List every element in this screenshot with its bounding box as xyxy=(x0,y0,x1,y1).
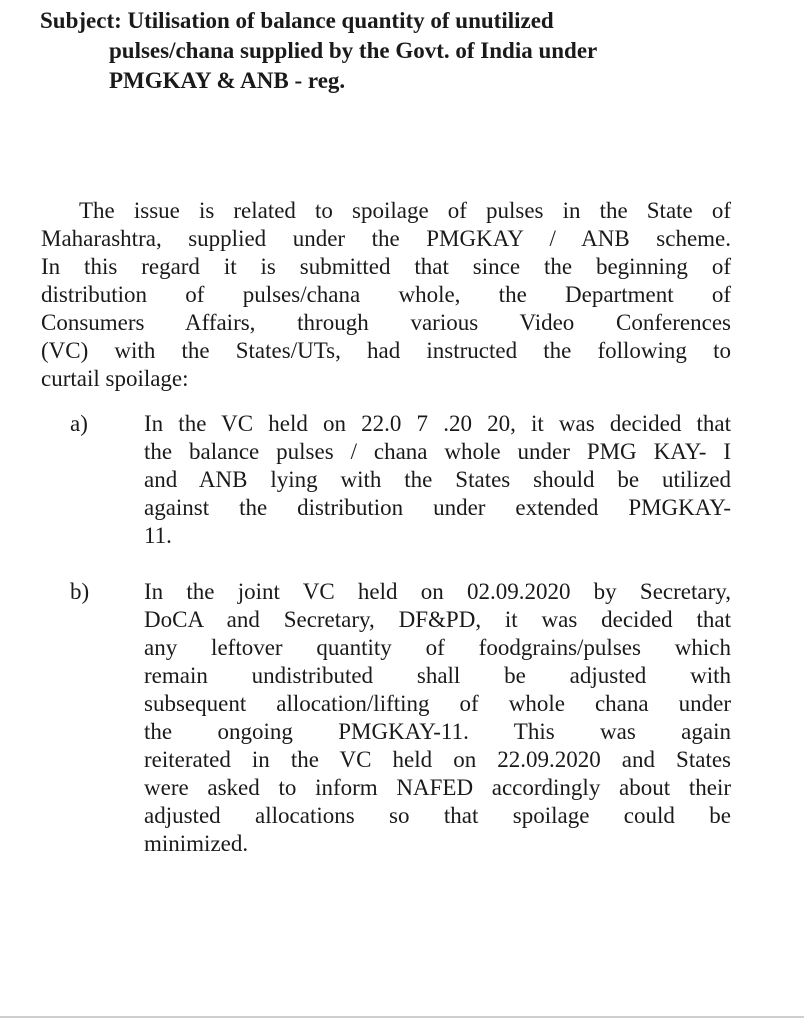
intro-line: distribution of pulses/chana whole, the Department of xyxy=(41,282,731,307)
intro-line: Maharashtra, supplied under the PMGKAY / ANB scheme. xyxy=(41,226,731,251)
intro-line: Consumers Affairs, through various Video Conferences xyxy=(41,310,731,335)
intro-line: curtail spoilage: xyxy=(41,366,189,391)
list-item-line: the ongoing PMGKAY-11. This was again xyxy=(144,719,731,744)
subject-heading xyxy=(40,6,760,96)
list-item-line: minimized. xyxy=(144,831,249,856)
subject-line-2: pulses/chana supplied by the Govt. of India under xyxy=(109,38,598,63)
list-item-line: and ANB lying with the States should be utilized xyxy=(144,467,731,492)
list-item-line: were asked to inform NAFED accordingly about their xyxy=(144,775,731,800)
list-item-line: any leftover quantity of foodgrains/pulses which xyxy=(144,635,731,660)
list-item-line: the balance pulses / chana whole under PMG KAY- I xyxy=(144,439,731,464)
intro-paragraph xyxy=(41,197,731,393)
list-item-line: DoCA and Secretary, DF&PD, it was decided that xyxy=(144,607,731,632)
list-item-line: reiterated in the VC held on 22.09.2020 and States xyxy=(144,747,731,772)
intro-line: (VC) with the States/UTs, had instructed the following to xyxy=(41,338,731,363)
list-item-line: remain undistributed shall be adjusted with xyxy=(144,663,731,688)
list-item-line: 11. xyxy=(144,523,172,548)
list-item-line: subsequent allocation/lifting of whole chana under xyxy=(144,691,731,716)
list-item-line: In the VC held on 22.0 7 .20 20, it was decided that xyxy=(144,411,731,436)
intro-line: In this regard it is submitted that since the beginning of xyxy=(41,254,731,279)
list-item-line: against the distribution under extended PMGKAY- xyxy=(144,495,731,520)
list-item-line: adjusted allocations so that spoilage could be xyxy=(144,803,731,828)
page-divider xyxy=(0,1016,804,1018)
list-item-text xyxy=(144,410,731,550)
subject-line-1: Subject: Utilisation of balance quantity of unutilized xyxy=(40,8,554,33)
list-item-line: In the joint VC held on 02.09.2020 by Secretary, xyxy=(144,579,731,604)
subject-line-3: PMGKAY & ANB - reg. xyxy=(109,68,346,93)
list-item-text xyxy=(144,578,731,858)
intro-line: The issue is related to spoilage of pulses in the State of xyxy=(79,198,731,223)
list-marker: a) xyxy=(70,411,88,436)
list-marker: b) xyxy=(70,579,90,604)
